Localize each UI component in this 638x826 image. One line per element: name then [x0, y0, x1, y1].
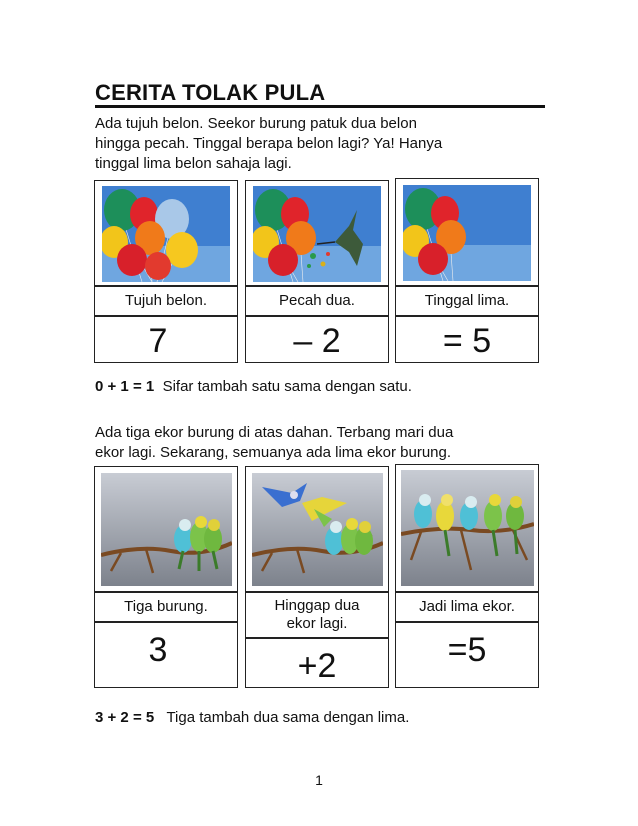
hummingbird-balloons-icon: [253, 186, 381, 282]
panel4-number: 3: [94, 622, 238, 688]
story1-line: Ada tujuh belon. Seekor burung patuk dua belon: [95, 115, 417, 132]
panel2-label: Pecah dua.: [245, 286, 389, 316]
story2-paragraph: [95, 423, 550, 463]
panel5-image-box: [245, 466, 389, 592]
panel5-number: +2: [245, 638, 389, 688]
balloons-icon: [102, 186, 230, 282]
equation2-text: Tiga tambah dua sama dengan lima.: [166, 709, 410, 726]
panel5-label-line: ekor lagi.: [286, 615, 348, 632]
balloons-icon: [403, 185, 531, 281]
story2-line: Ada tiga ekor burung di atas dahan. Terbang mari dua: [95, 424, 454, 441]
flying-parakeets-icon: [252, 473, 383, 586]
panel5-label-line: Hinggap dua: [274, 597, 360, 614]
title-underline: [95, 105, 545, 108]
panel3-label: Tinggal lima.: [395, 286, 539, 316]
panel1-number: 7: [94, 316, 238, 363]
panel3-number: = 5: [395, 316, 539, 363]
panel4-image-box: [94, 466, 238, 592]
panel6-image-box: [395, 464, 539, 592]
page-title: CERITA TOLAK PULA: [95, 80, 326, 105]
panel3-image-box: [395, 178, 539, 286]
equation1: [95, 378, 412, 395]
panel6-number: =5: [395, 622, 539, 688]
parakeets-icon: [101, 473, 232, 586]
panel1-label: Tujuh belon.: [94, 286, 238, 316]
story2-line: ekor lagi. Sekarang, semuanya ada lima ekor burung.: [95, 444, 452, 461]
panel2-number: – 2: [245, 316, 389, 363]
panel1-image-box: [94, 180, 238, 286]
parakeets-icon: [401, 470, 534, 586]
panel4-label: Tiga burung.: [94, 592, 238, 622]
story1-line: hingga pecah. Tinggal berapa belon lagi? Ya! Hanya: [95, 135, 443, 152]
equation2: [95, 709, 409, 726]
story1-line: tinggal lima belon sahaja lagi.: [95, 155, 292, 172]
panel5-label: [245, 592, 389, 638]
panel6-label: Jadi lima ekor.: [395, 592, 539, 622]
equation1-expr: 0 + 1 = 1: [95, 378, 155, 395]
panel2-image-box: [245, 180, 389, 286]
equation1-text: Sifar tambah satu sama dengan satu.: [162, 378, 412, 395]
equation2-expr: 3 + 2 = 5: [95, 709, 155, 726]
page-number: 1: [315, 772, 323, 788]
story1-paragraph: [95, 114, 550, 174]
